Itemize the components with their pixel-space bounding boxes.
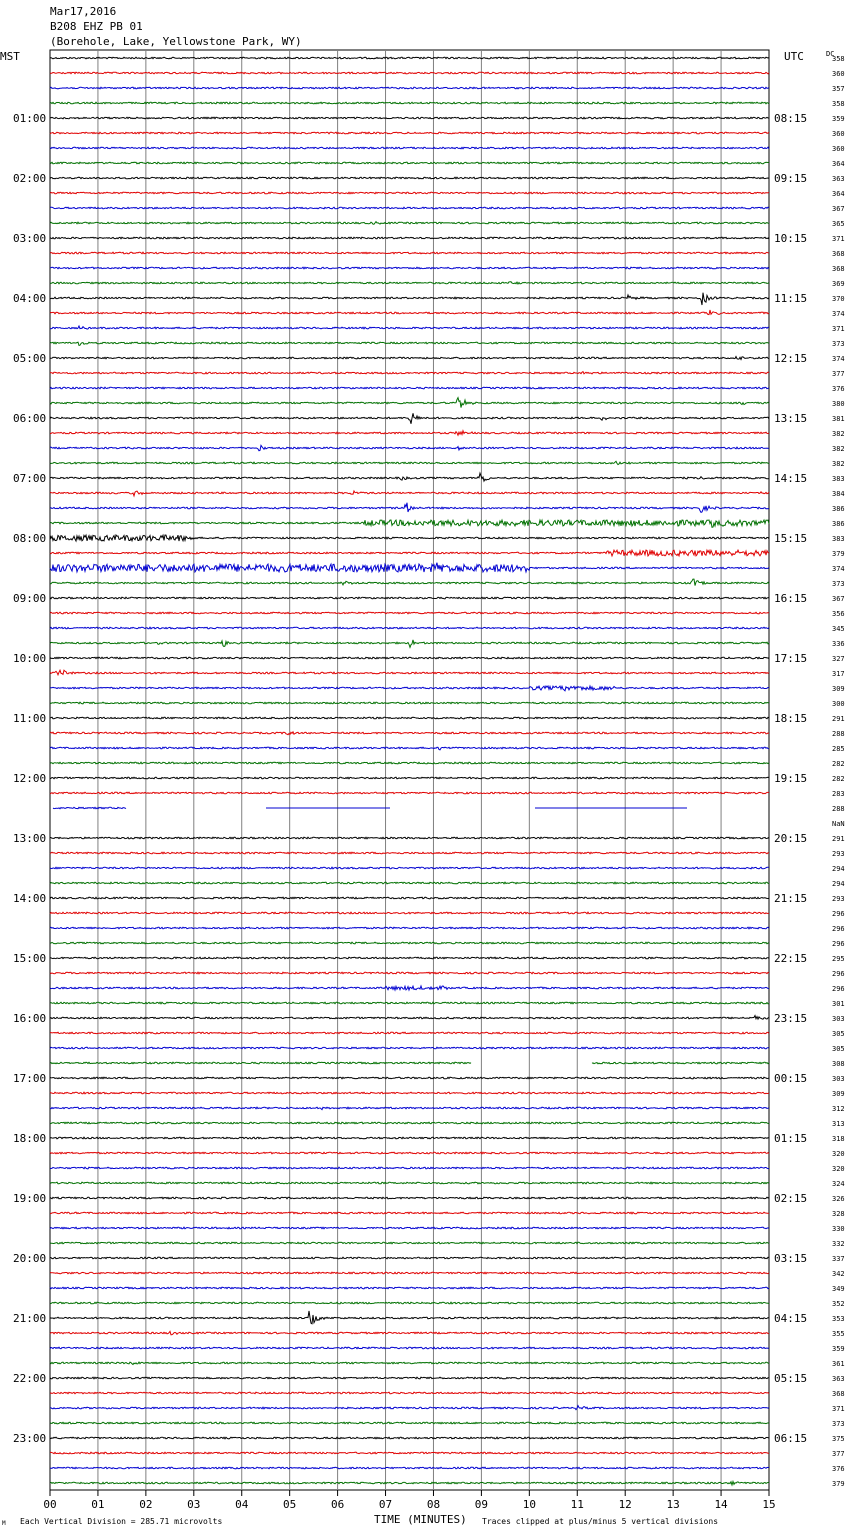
trace-dc-value: 349 (832, 1285, 845, 1293)
seismogram-trace (50, 1016, 769, 1020)
trace-dc-value: 367 (832, 205, 845, 213)
trace-dc-value: 373 (832, 340, 845, 348)
seismogram-trace (50, 326, 769, 329)
seismogram-trace (50, 267, 769, 269)
trace-dc-value: 328 (832, 1210, 845, 1218)
trace-dc-value: 380 (832, 400, 845, 408)
seismogram-trace (50, 1137, 769, 1139)
trace-dc-value: 342 (832, 1270, 845, 1278)
trace-dc-value: 294 (832, 880, 845, 888)
seismogram-trace (50, 717, 769, 719)
mst-hour-label: 21:00 (13, 1312, 47, 1325)
left-timezone-label: MST (0, 50, 20, 63)
seismogram-trace (50, 520, 769, 527)
trace-dc-value: 371 (832, 235, 845, 243)
trace-dc-value: 373 (832, 1420, 845, 1428)
trace-dc-value: 383 (832, 475, 845, 483)
seismogram-trace (50, 1452, 769, 1454)
mst-hour-label: 11:00 (13, 712, 47, 725)
seismogram-trace (50, 503, 769, 513)
seismogram-trace (50, 837, 769, 839)
trace-dc-value: 293 (832, 850, 845, 858)
x-tick-label: 05 (283, 1498, 297, 1511)
seismogram-trace (50, 237, 769, 239)
x-tick-label: 07 (378, 1498, 393, 1511)
mst-hour-label: 01:00 (13, 112, 47, 125)
mst-hour-label: 20:00 (13, 1252, 47, 1265)
x-tick-label: 14 (714, 1498, 728, 1511)
seismogram-trace (50, 579, 769, 586)
seismogram-trace (53, 807, 769, 809)
utc-hour-label: 11:15 (774, 292, 808, 305)
mst-hour-label: 02:00 (13, 172, 47, 185)
mst-hour-label: 15:00 (13, 952, 47, 965)
scale-note: Each Vertical Division = 285.71 microvolts (20, 1517, 223, 1526)
x-tick-label: 12 (618, 1498, 632, 1511)
seismogram-trace (50, 1107, 769, 1109)
x-tick-label: 03 (187, 1498, 201, 1511)
x-tick-label: 02 (139, 1498, 153, 1511)
mst-hour-label: 06:00 (13, 412, 47, 425)
trace-dc-value: 294 (832, 865, 845, 873)
mst-hour-label: 10:00 (13, 652, 47, 665)
trace-dc-value: 364 (832, 160, 845, 168)
trace-dc-value: 305 (832, 1045, 845, 1053)
utc-hour-label: 10:15 (774, 232, 808, 245)
seismogram-trace (50, 87, 769, 89)
seismogram-trace (50, 1392, 769, 1394)
axis-labels (0, 50, 845, 1527)
trace-dc-value: 364 (832, 190, 845, 198)
seismogram-trace (50, 732, 769, 735)
plot-date: Mar17,2016 (50, 5, 117, 18)
utc-hour-label: 01:15 (774, 1132, 808, 1145)
utc-hour-label: 03:15 (774, 1252, 808, 1265)
utc-hour-label: 16:15 (774, 592, 808, 605)
x-tick-label: 13 (666, 1498, 680, 1511)
seismogram-trace (50, 57, 769, 59)
clip-note: Traces clipped at plus/minus 5 vertical divisions (482, 1517, 719, 1526)
seismogram-trace (50, 491, 769, 496)
seismogram-trace (50, 132, 769, 134)
trace-dc-value: 336 (832, 640, 845, 648)
right-timezone-label: UTC (784, 50, 804, 63)
trace-dc-value: 361 (832, 1360, 845, 1368)
trace-dc-value: 376 (832, 385, 845, 393)
seismogram-trace (50, 912, 769, 914)
trace-dc-value: 320 (832, 1150, 845, 1158)
utc-hour-label: 17:15 (774, 652, 808, 665)
trace-dc-value: 382 (832, 460, 845, 468)
seismogram-trace (50, 1167, 769, 1169)
utc-hour-label: 05:15 (774, 1372, 808, 1385)
trace-dc-value: 358 (832, 100, 845, 108)
utc-hour-label: 15:15 (774, 532, 808, 545)
seismogram-trace (50, 357, 769, 360)
trace-dc-value: 326 (832, 1195, 845, 1203)
trace-dc-value: 358 (832, 55, 845, 63)
trace-dc-value: 305 (832, 1030, 845, 1038)
seismogram-trace (50, 897, 769, 899)
trace-dc-value: 374 (832, 310, 845, 318)
seismogram-trace (50, 747, 769, 750)
seismogram-trace (50, 942, 769, 944)
trace-dc-value: 368 (832, 1390, 845, 1398)
mst-hour-label: 14:00 (13, 892, 47, 905)
utc-hour-label: 19:15 (774, 772, 808, 785)
trace-dc-value: 320 (832, 1165, 845, 1173)
seismogram-trace (50, 117, 769, 119)
seismogram-trace (50, 1122, 769, 1124)
trace-dc-value: 313 (832, 1120, 845, 1128)
seismogram-trace (50, 657, 769, 659)
seismogram-trace (50, 986, 769, 990)
seismogram-trace (50, 1287, 769, 1289)
trace-dc-value: 296 (832, 940, 845, 948)
seismogram-trace (50, 1212, 769, 1214)
seismogram-trace (50, 310, 769, 315)
mst-hour-label: 13:00 (13, 832, 47, 845)
trace-dc-value: 357 (832, 85, 845, 93)
trace-dc-value: 303 (832, 1075, 845, 1083)
trace-dc-value: 355 (832, 1330, 845, 1338)
seismogram-trace (50, 387, 769, 389)
seismogram-trace (50, 550, 769, 556)
trace-dc-value: 374 (832, 565, 845, 573)
mst-hour-label: 03:00 (13, 232, 47, 245)
seismogram-trace (50, 972, 769, 974)
minute-grid (50, 50, 769, 1496)
trace-dc-value: 296 (832, 985, 845, 993)
mst-hour-label: 19:00 (13, 1192, 47, 1205)
trace-dc-value: 384 (832, 490, 845, 498)
mst-hour-label: 04:00 (13, 292, 47, 305)
utc-hour-label: 22:15 (774, 952, 808, 965)
seismogram-trace (50, 342, 769, 345)
seismogram-trace (50, 192, 769, 194)
seismogram-trace (50, 207, 769, 209)
seismogram-trace (50, 762, 769, 764)
seismogram-trace (50, 461, 769, 464)
seismogram-trace (50, 1002, 769, 1004)
trace-dc-value: 330 (832, 1225, 845, 1233)
trace-dc-value: 386 (832, 520, 845, 528)
seismogram-trace (50, 927, 769, 929)
seismogram-trace (50, 1362, 769, 1364)
seismogram-trace (50, 398, 769, 408)
trace-dc-value: 359 (832, 1345, 845, 1353)
utc-hour-label: 00:15 (774, 1072, 808, 1085)
seismogram-trace (50, 1482, 769, 1485)
trace-dc-value: 369 (832, 280, 845, 288)
seismogram-trace (50, 1272, 769, 1274)
trace-dc-value: 377 (832, 1450, 845, 1458)
x-tick-label: 04 (235, 1498, 249, 1511)
trace-dc-value: 360 (832, 145, 845, 153)
utc-hour-label: 18:15 (774, 712, 808, 725)
mst-hour-label: 12:00 (13, 772, 47, 785)
trace-dc-value: 382 (832, 430, 845, 438)
x-tick-label: 09 (474, 1498, 489, 1511)
trace-dc-value: 353 (832, 1315, 845, 1323)
trace-dc-value: 382 (832, 445, 845, 453)
seismogram-trace (50, 535, 769, 541)
utc-hour-label: 23:15 (774, 1012, 808, 1025)
seismogram-trace (50, 252, 769, 254)
trace-dc-value: 370 (832, 295, 845, 303)
trace-dc-value: 291 (832, 835, 845, 843)
utc-hour-label: 08:15 (774, 112, 808, 125)
station-location: (Borehole, Lake, Yellowstone Park, WY) (50, 35, 302, 48)
trace-dc-value: 373 (832, 580, 845, 588)
seismogram-trace (50, 72, 769, 74)
seismogram-trace (50, 431, 769, 435)
trace-dc-value: 371 (832, 1405, 845, 1413)
utc-hour-label: 02:15 (774, 1192, 808, 1205)
utc-hour-label: 04:15 (774, 1312, 808, 1325)
seismogram-trace (50, 1242, 769, 1244)
trace-dc-value: 282 (832, 760, 845, 768)
trace-dc-value: 359 (832, 115, 845, 123)
trace-dc-value: 296 (832, 925, 845, 933)
seismogram-trace (50, 445, 769, 450)
seismogram-trace (50, 627, 769, 629)
trace-dc-value: 371 (832, 325, 845, 333)
mst-hour-label: 08:00 (13, 532, 47, 545)
trace-dc-value: 288 (832, 730, 845, 738)
trace-dc-value: 327 (832, 655, 845, 663)
mst-hour-label: 22:00 (13, 1372, 47, 1385)
x-tick-label: 15 (762, 1498, 776, 1511)
seismogram-trace (50, 777, 769, 779)
dc-offset-header: DC (826, 50, 835, 58)
seismogram-trace (50, 957, 769, 959)
seismogram-trace (50, 1047, 769, 1049)
trace-dc-value: 386 (832, 505, 845, 513)
seismogram-trace (50, 1422, 769, 1424)
seismogram-trace (50, 1311, 769, 1324)
seismogram-trace (50, 1152, 769, 1154)
seismogram-trace (50, 1347, 769, 1349)
trace-dc-value: 365 (832, 220, 845, 228)
seismogram-trace (50, 293, 769, 305)
mst-hour-label: 05:00 (13, 352, 47, 365)
trace-dc-value: 295 (832, 955, 845, 963)
seismogram-trace (50, 670, 769, 675)
seismogram-trace (50, 372, 769, 374)
trace-dc-value: 377 (832, 370, 845, 378)
trace-dc-value: 379 (832, 1480, 845, 1488)
mst-hour-label: 16:00 (13, 1012, 47, 1025)
utc-hour-label: 13:15 (774, 412, 808, 425)
x-axis-title: TIME (MINUTES) (374, 1513, 467, 1526)
x-tick-label: 01 (91, 1498, 105, 1511)
seismogram-trace (50, 1227, 769, 1229)
seismogram-trace (50, 852, 769, 854)
corner-mark: M (2, 1520, 6, 1527)
x-tick-label: 00 (43, 1498, 57, 1511)
trace-dc-value: 368 (832, 250, 845, 258)
seismogram-trace (50, 1467, 769, 1469)
trace-dc-value: 374 (832, 355, 845, 363)
trace-dc-value: 309 (832, 1090, 845, 1098)
trace-dc-value: 312 (832, 1105, 845, 1113)
mst-hour-label: 17:00 (13, 1072, 47, 1085)
seismogram-trace (50, 597, 769, 599)
trace-dc-value: 360 (832, 70, 845, 78)
seismogram-trace (50, 1437, 769, 1439)
seismogram-trace (50, 640, 769, 648)
seismogram-trace (50, 792, 769, 794)
seismogram-trace (50, 147, 769, 149)
utc-hour-label: 06:15 (774, 1432, 808, 1445)
trace-dc-value: 291 (832, 715, 845, 723)
trace-dc-value: 363 (832, 1375, 845, 1383)
seismogram-trace (50, 612, 769, 614)
seismogram-trace (50, 1197, 769, 1199)
seismogram-trace (50, 686, 769, 691)
seismogram-trace (50, 1077, 769, 1079)
mst-hour-label: 18:00 (13, 1132, 47, 1145)
seismogram-trace (50, 1377, 769, 1379)
mst-hour-label: 09:00 (13, 592, 47, 605)
utc-hour-label: 09:15 (774, 172, 808, 185)
trace-dc-value: 317 (832, 670, 845, 678)
x-tick-label: 06 (330, 1498, 345, 1511)
trace-dc-value: 360 (832, 130, 845, 138)
trace-dc-value: 300 (832, 700, 845, 708)
x-tick-label: 11 (570, 1498, 584, 1511)
x-tick-label: 08 (426, 1498, 441, 1511)
seismogram-trace (50, 162, 769, 164)
seismogram-trace (50, 867, 769, 869)
seismogram-trace (50, 1302, 769, 1304)
trace-dc-value: 363 (832, 175, 845, 183)
trace-dc-value: NaN (832, 820, 845, 828)
trace-dc-value: 324 (832, 1180, 845, 1188)
trace-dc-value: 318 (832, 1135, 845, 1143)
trace-dc-value: 285 (832, 745, 845, 753)
trace-dc-value: 288 (832, 805, 845, 813)
trace-dc-value: 293 (832, 895, 845, 903)
mst-hour-label: 07:00 (13, 472, 47, 485)
utc-hour-label: 12:15 (774, 352, 808, 365)
utc-hour-label: 14:15 (774, 472, 808, 485)
seismogram-trace (50, 102, 769, 104)
seismogram-trace (50, 177, 769, 179)
trace-dc-value: 367 (832, 595, 845, 603)
trace-dc-value: 375 (832, 1435, 845, 1443)
trace-dc-value: 381 (832, 415, 845, 423)
utc-hour-label: 20:15 (774, 832, 808, 845)
trace-dc-value: 303 (832, 1015, 845, 1023)
seismogram-trace (50, 1257, 769, 1259)
trace-dc-value: 309 (832, 685, 845, 693)
seismogram-trace (50, 1032, 769, 1034)
trace-dc-value: 282 (832, 775, 845, 783)
trace-dc-value: 368 (832, 265, 845, 273)
seismogram-trace (50, 1182, 769, 1184)
seismogram-trace (50, 1331, 769, 1334)
seismogram-trace (50, 702, 769, 704)
trace-dc-value: 383 (832, 535, 845, 543)
trace-dc-value: 296 (832, 970, 845, 978)
seismogram-trace (50, 1092, 769, 1094)
trace-dc-value: 332 (832, 1240, 845, 1248)
seismogram-trace (50, 413, 769, 424)
seismogram-trace (50, 1062, 769, 1064)
trace-dc-value: 296 (832, 910, 845, 918)
trace-dc-value: 308 (832, 1060, 845, 1068)
trace-dc-value: 283 (832, 790, 845, 798)
seismogram-trace (50, 222, 769, 225)
seismogram-trace (50, 473, 769, 481)
seismogram-trace (50, 882, 769, 884)
utc-hour-label: 21:15 (774, 892, 808, 905)
trace-dc-value: 379 (832, 550, 845, 558)
trace-dc-value: 356 (832, 610, 845, 618)
seismogram-trace (50, 282, 769, 284)
station-code: B208 EHZ PB 01 (50, 20, 143, 33)
mst-hour-label: 23:00 (13, 1432, 47, 1445)
trace-dc-value: 301 (832, 1000, 845, 1008)
trace-dc-value: 352 (832, 1300, 845, 1308)
seismogram-trace (50, 563, 769, 572)
trace-dc-value: 376 (832, 1465, 845, 1473)
seismogram-trace (50, 1406, 769, 1410)
trace-dc-value: 337 (832, 1255, 845, 1263)
x-tick-label: 10 (522, 1498, 536, 1511)
seismogram-traces (50, 57, 769, 1485)
trace-dc-value: 345 (832, 625, 845, 633)
